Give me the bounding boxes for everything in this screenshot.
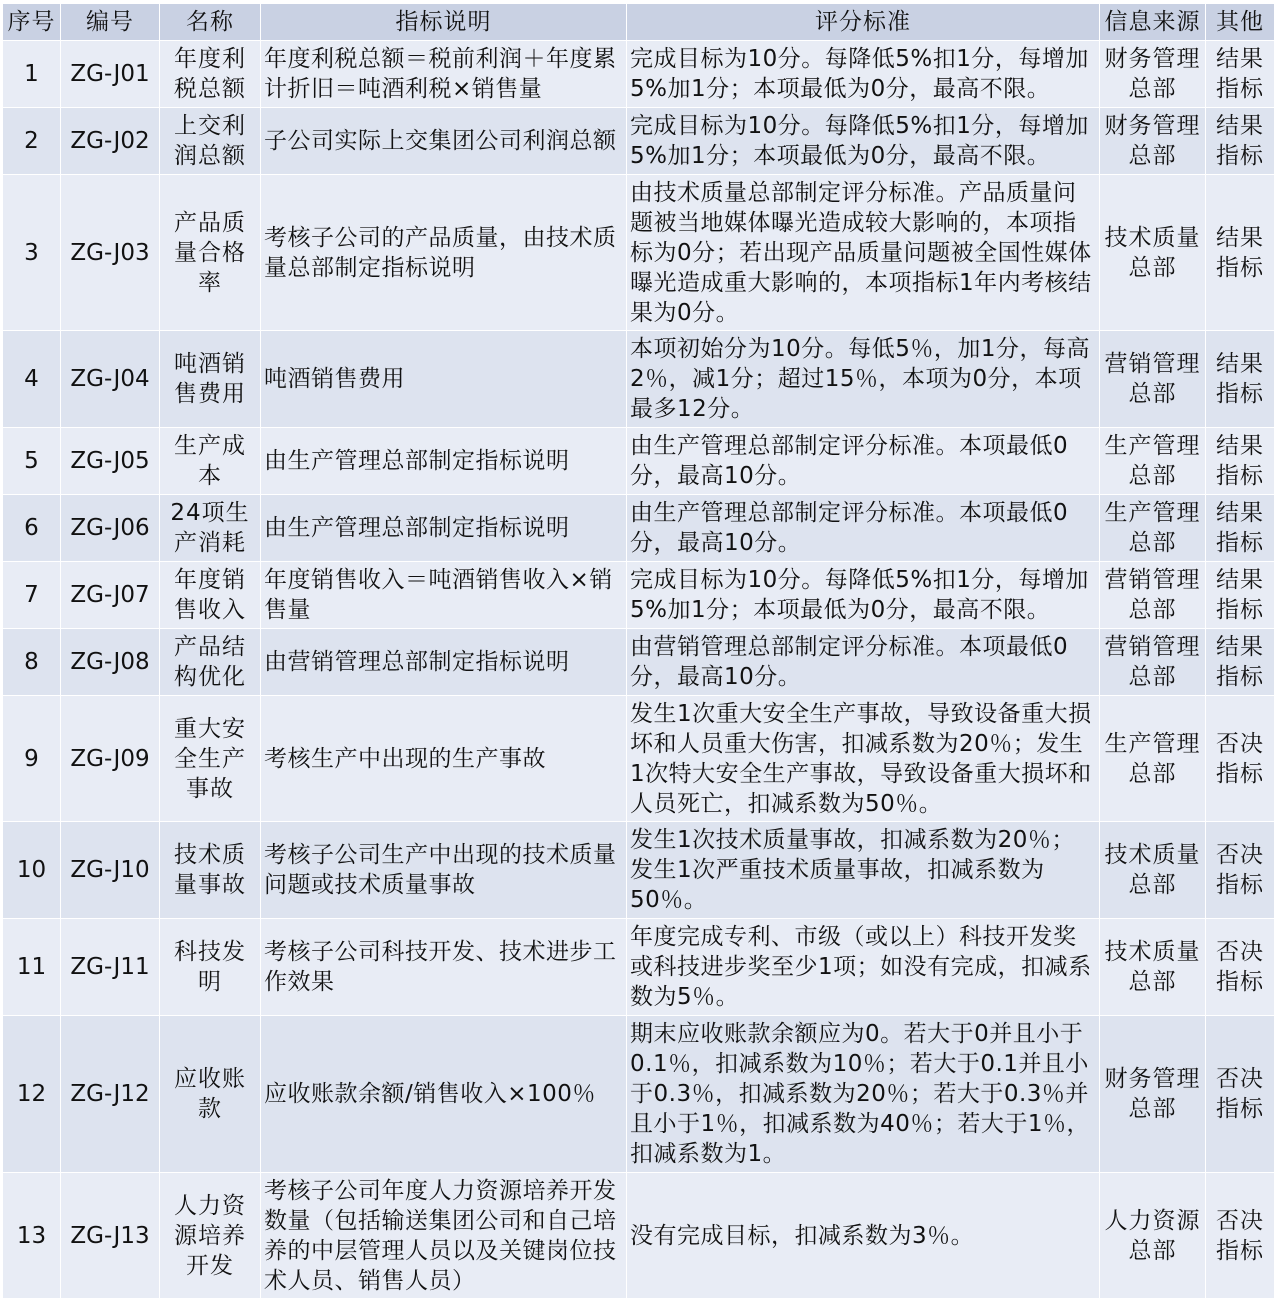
name-cell: 人力资源培养开发 <box>160 1173 261 1299</box>
source-cell: 生产管理总部 <box>1100 428 1206 495</box>
header-other: 其他 <box>1206 4 1275 41</box>
standard-cell: 由营销管理总部制定评分标准。本项最低0分，最高10分。 <box>627 629 1100 696</box>
type-cell: 否决指标 <box>1206 822 1275 919</box>
name-cell: 产品质量合格率 <box>160 175 261 331</box>
source-cell: 技术质量总部 <box>1100 175 1206 331</box>
table-row <box>3 175 1275 331</box>
code-cell: ZG-J03 <box>61 175 160 331</box>
seq-cell: 3 <box>3 175 61 331</box>
table-row <box>3 696 1275 822</box>
type-cell: 否决指标 <box>1206 919 1275 1016</box>
name-cell: 吨酒销售费用 <box>160 331 261 428</box>
code-cell: ZG-J07 <box>61 562 160 629</box>
source-cell: 营销管理总部 <box>1100 629 1206 696</box>
table-row <box>3 428 1275 495</box>
seq-cell: 4 <box>3 331 61 428</box>
name-cell: 上交利润总额 <box>160 108 261 175</box>
header-seq: 序号 <box>3 4 61 41</box>
standard-cell: 本项初始分为10分。每低5％，加1分，每高2％，减1分；超过15％，本项为0分，本项最多12分。 <box>627 331 1100 428</box>
source-cell: 营销管理总部 <box>1100 331 1206 428</box>
description-cell: 应收账款余额/销售收入×100％ <box>261 1016 627 1173</box>
description-cell: 考核子公司科技开发、技术进步工作效果 <box>261 919 627 1016</box>
header-code: 编号 <box>61 4 160 41</box>
code-cell: ZG-J13 <box>61 1173 160 1299</box>
table-row <box>3 1016 1275 1173</box>
name-cell: 生产成本 <box>160 428 261 495</box>
type-cell: 结果指标 <box>1206 175 1275 331</box>
name-cell: 科技发明 <box>160 919 261 1016</box>
seq-cell: 7 <box>3 562 61 629</box>
code-cell: ZG-J11 <box>61 919 160 1016</box>
source-cell: 财务管理总部 <box>1100 1016 1206 1173</box>
table-row <box>3 562 1275 629</box>
code-cell: ZG-J02 <box>61 108 160 175</box>
description-cell: 由生产管理总部制定指标说明 <box>261 428 627 495</box>
table-row <box>3 822 1275 919</box>
seq-cell: 9 <box>3 696 61 822</box>
type-cell: 结果指标 <box>1206 331 1275 428</box>
type-cell: 否决指标 <box>1206 696 1275 822</box>
description-cell: 子公司实际上交集团公司利润总额 <box>261 108 627 175</box>
code-cell: ZG-J09 <box>61 696 160 822</box>
type-cell: 结果指标 <box>1206 108 1275 175</box>
source-cell: 技术质量总部 <box>1100 919 1206 1016</box>
table-row <box>3 919 1275 1016</box>
name-cell: 产品结构优化 <box>160 629 261 696</box>
type-cell: 结果指标 <box>1206 629 1275 696</box>
seq-cell: 6 <box>3 495 61 562</box>
source-cell: 生产管理总部 <box>1100 696 1206 822</box>
code-cell: ZG-J12 <box>61 1016 160 1173</box>
description-cell: 考核子公司的产品质量，由技术质量总部制定指标说明 <box>261 175 627 331</box>
code-cell: ZG-J04 <box>61 331 160 428</box>
description-cell: 考核生产中出现的生产事故 <box>261 696 627 822</box>
header-name: 名称 <box>160 4 261 41</box>
seq-cell: 8 <box>3 629 61 696</box>
table-row <box>3 495 1275 562</box>
source-cell: 人力资源总部 <box>1100 1173 1206 1299</box>
kpi-table <box>2 3 1275 1299</box>
type-cell: 否决指标 <box>1206 1173 1275 1299</box>
type-cell: 结果指标 <box>1206 41 1275 108</box>
code-cell: ZG-J08 <box>61 629 160 696</box>
description-cell: 年度销售收入＝吨酒销售收入×销售量 <box>261 562 627 629</box>
standard-cell: 发生1次技术质量事故，扣减系数为20％；发生1次严重技术质量事故，扣减系数为50％。 <box>627 822 1100 919</box>
header-row <box>3 4 1275 41</box>
description-cell: 年度利税总额＝税前利润＋年度累计折旧＝吨酒利税×销售量 <box>261 41 627 108</box>
name-cell: 应收账款 <box>160 1016 261 1173</box>
table-row <box>3 331 1275 428</box>
standard-cell: 完成目标为10分。每降低5%扣1分，每增加5%加1分；本项最低为0分，最高不限。 <box>627 41 1100 108</box>
seq-cell: 13 <box>3 1173 61 1299</box>
name-cell: 年度利税总额 <box>160 41 261 108</box>
code-cell: ZG-J05 <box>61 428 160 495</box>
seq-cell: 1 <box>3 41 61 108</box>
seq-cell: 12 <box>3 1016 61 1173</box>
name-cell: 技术质量事故 <box>160 822 261 919</box>
name-cell: 24项生产消耗 <box>160 495 261 562</box>
header-source: 信息来源 <box>1100 4 1206 41</box>
source-cell: 生产管理总部 <box>1100 495 1206 562</box>
standard-cell: 完成目标为10分。每降低5%扣1分，每增加5%加1分；本项最低为0分，最高不限。 <box>627 108 1100 175</box>
type-cell: 结果指标 <box>1206 495 1275 562</box>
description-cell: 由营销管理总部制定指标说明 <box>261 629 627 696</box>
seq-cell: 5 <box>3 428 61 495</box>
standard-cell: 由生产管理总部制定评分标准。本项最低0分，最高10分。 <box>627 495 1100 562</box>
standard-cell: 期末应收账款余额应为0。若大于0并且小于0.1％，扣减系数为10％；若大于0.1并且小于0.3％，扣减系数为20％；若大于0.3％并且小于1％，扣减系数为40％；若大于1％，扣减系数为1。 <box>627 1016 1100 1173</box>
description-cell: 考核子公司年度人力资源培养开发数量（包括输送集团公司和自己培养的中层管理人员以及关键岗位技术人员、销售人员） <box>261 1173 627 1299</box>
type-cell: 结果指标 <box>1206 428 1275 495</box>
seq-cell: 2 <box>3 108 61 175</box>
standard-cell: 由技术质量总部制定评分标准。产品质量问题被当地媒体曝光造成较大影响的，本项指标为0分；若出现产品质量问题被全国性媒体曝光造成重大影响的，本项指标1年内考核结果为0分。 <box>627 175 1100 331</box>
table-row <box>3 108 1275 175</box>
table-row <box>3 629 1275 696</box>
source-cell: 财务管理总部 <box>1100 108 1206 175</box>
seq-cell: 10 <box>3 822 61 919</box>
header-standard: 评分标准 <box>627 4 1100 41</box>
seq-cell: 11 <box>3 919 61 1016</box>
code-cell: ZG-J10 <box>61 822 160 919</box>
header-description: 指标说明 <box>261 4 627 41</box>
code-cell: ZG-J01 <box>61 41 160 108</box>
description-cell: 考核子公司生产中出现的技术质量问题或技术质量事故 <box>261 822 627 919</box>
standard-cell: 没有完成目标，扣减系数为3％。 <box>627 1173 1100 1299</box>
source-cell: 营销管理总部 <box>1100 562 1206 629</box>
name-cell: 重大安全生产事故 <box>160 696 261 822</box>
table-row <box>3 41 1275 108</box>
source-cell: 技术质量总部 <box>1100 822 1206 919</box>
name-cell: 年度销售收入 <box>160 562 261 629</box>
standard-cell: 发生1次重大安全生产事故，导致设备重大损坏和人员重大伤害，扣减系数为20％；发生1次特大安全生产事故，导致设备重大损坏和人员死亡，扣减系数为50％。 <box>627 696 1100 822</box>
table-row <box>3 1173 1275 1299</box>
type-cell: 结果指标 <box>1206 562 1275 629</box>
description-cell: 吨酒销售费用 <box>261 331 627 428</box>
standard-cell: 由生产管理总部制定评分标准。本项最低0分，最高10分。 <box>627 428 1100 495</box>
description-cell: 由生产管理总部制定指标说明 <box>261 495 627 562</box>
code-cell: ZG-J06 <box>61 495 160 562</box>
source-cell: 财务管理总部 <box>1100 41 1206 108</box>
standard-cell: 完成目标为10分。每降低5%扣1分，每增加5%加1分；本项最低为0分，最高不限。 <box>627 562 1100 629</box>
type-cell: 否决指标 <box>1206 1016 1275 1173</box>
standard-cell: 年度完成专利、市级（或以上）科技开发奖或科技进步奖至少1项；如没有完成，扣减系数为5％。 <box>627 919 1100 1016</box>
